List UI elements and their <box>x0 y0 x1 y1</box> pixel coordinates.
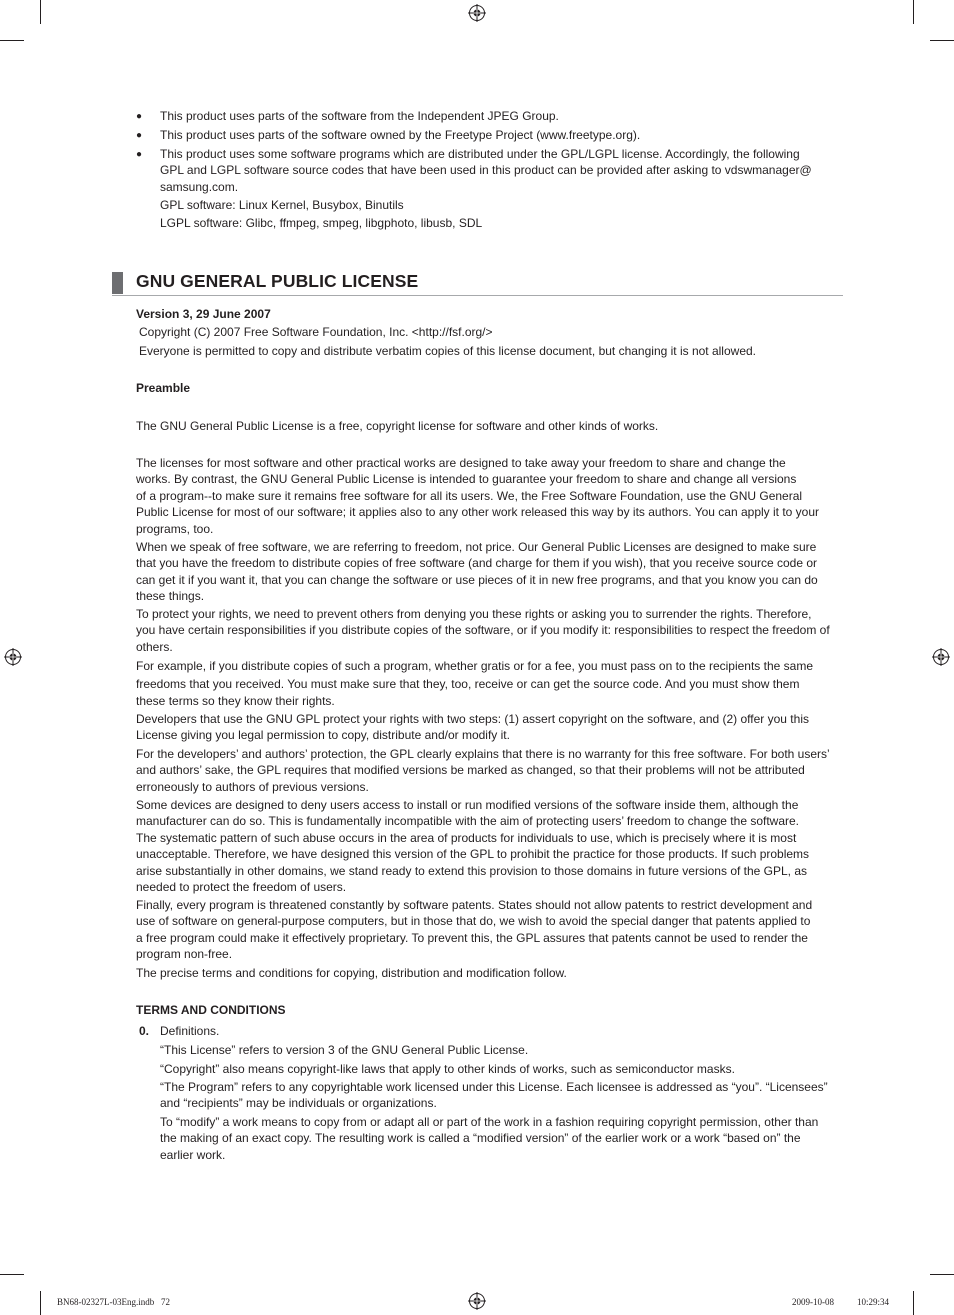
definition-item: “This License” refers to version 3 of the GNU General Public License. <box>160 1043 529 1057</box>
crop-mark <box>930 40 954 41</box>
bullet-icon: ● <box>136 111 143 122</box>
definition-item: To “modify” a work means to copy from or adapt all or part of the work in a fashion requiring copyright permission, other than the making of an exact copy. The resulting work is called a “modified version” of the earlier work or a work “based on” the earlier work. <box>160 1115 819 1162</box>
paragraph: For the developers’ and authors’ protection, the GPL clearly explains that there is no warranty for this free software. For both users’ and authors’ sake, the GPL requires that modified versions be marked as changed, so that their problems will not be attributed erroneously to authors of previous versions. <box>136 747 830 794</box>
bullet-item <box>160 127 840 143</box>
paragraph: To protect your rights, we need to prevent others from denying you these rights or asking you to surrender the rights. Therefore, you have certain responsibilities if you distribute copies of the software, or if you modify it: responsibilities to respect the freedom of others. <box>136 607 830 654</box>
section-title: GNU GENERAL PUBLIC LICENSE <box>136 271 419 291</box>
crop-mark <box>40 0 41 24</box>
copyright-line: Copyright (C) 2007 Free Software Foundation, Inc. <http://fsf.org/> <box>139 325 493 339</box>
heading-bar <box>112 272 123 294</box>
registration-mark-icon <box>468 1292 486 1310</box>
crop-mark <box>913 0 914 24</box>
definition-item: “The Program” refers to any copyrightable work licensed under this License. Each licensee is addressed as “you”. “Licensees” and “recipients” may be individuals or organizations. <box>160 1080 828 1111</box>
crop-mark <box>913 1291 914 1315</box>
bullet-text: This product uses parts of the software owned by the Freetype Project (www.freetype.org). <box>160 128 641 142</box>
permission-line: Everyone is permitted to copy and distribute verbatim copies of this license document, but changing it is not allowed. <box>139 344 756 358</box>
paragraph: The precise terms and conditions for copying, distribution and modification follow. <box>136 966 567 980</box>
bullet-text: This product uses some software programs which are distributed under the GPL/LGPL license. Accordingly, the following <box>160 147 800 161</box>
bullet-text: This product uses parts of the software from the Independent JPEG Group. <box>160 109 559 123</box>
registration-mark-icon <box>468 4 486 22</box>
definition-number: 0. <box>139 1024 150 1038</box>
definition-item: “Copyright” also means copyright-like laws that apply to other kinds of works, such as semiconductor masks. <box>160 1062 735 1076</box>
paragraph: Finally, every program is threatened constantly by software patents. States should not allow patents to restrict development and use of software on general-purpose computers, but in those that do, we wish to avoid the special danger that patents applied to a free program could make it effectively proprietary. To prevent this, the GPL assures that patents cannot be used to render the program non-free. <box>136 898 813 962</box>
heading-rule <box>112 295 843 296</box>
paragraph: Some devices are designed to deny users access to install or run modified versions of the software inside them, although the manufacturer can do so. This is fundamentally incompatible with the aim of protecting users’ freedom to change the software. The systematic pattern of such abuse occurs in the area of products for individuals to use, which is precisely where it is most unacceptable. Therefore, we have designed this version of the GPL to prohibit the practice for those products. If such problems arise substantially in other domains, we stand ready to extend this provision to those domains in future versions of the GPL, as needed to protect the freedom of users. <box>136 798 810 894</box>
crop-mark <box>0 40 24 41</box>
preamble-heading: Preamble <box>136 381 191 395</box>
lgpl-software-line: LGPL software: Glibc, ffmpeg, smpeg, libgphoto, libusb, SDL <box>160 216 483 230</box>
footer-timestamp: 2009-10-08 ￿￿ 10:29:34 <box>792 1297 889 1307</box>
registration-mark-icon <box>932 648 950 666</box>
version-line: Version 3, 29 June 2007 <box>136 307 271 321</box>
registration-mark-icon <box>4 648 22 666</box>
paragraph: Developers that use the GNU GPL protect your rights with two steps: (1) assert copyright on the software, and (2) offer you this License giving you legal permission to copy, distribute and/or modify it. <box>136 712 809 743</box>
crop-mark <box>40 1291 41 1315</box>
preamble-intro: The GNU General Public License is a free, copyright license for software and other kinds of works. <box>136 419 659 433</box>
bullet-item <box>160 108 840 124</box>
bullet-icon: ● <box>136 149 143 160</box>
paragraph: When we speak of free software, we are referring to freedom, not price. Our General Public Licenses are designed to make sure that you have the freedom to distribute copies of free software (and charge for them if you wish), that you receive source code or can get it if you want it, that you can change the software or use pieces of it in new free programs, and that you know you can do these things. <box>136 540 818 604</box>
crop-mark <box>930 1274 954 1275</box>
crop-mark <box>0 1274 24 1275</box>
bullet-item <box>160 146 840 195</box>
bullet-icon: ● <box>136 130 143 141</box>
bullet-text: GPL and LGPL software source codes that have been used in this product can be provided after asking to vdswmanager@ <box>160 163 812 178</box>
terms-heading: TERMS AND CONDITIONS <box>136 1003 286 1017</box>
paragraph: The licenses for most software and other practical works are designed to take away your freedom to share and change the works. By contrast, the GNU General Public License is intended to guarantee your freedom to share and change all versions of a program--to make sure it remains free software for all its users. We, the Free Software Foundation, use the GNU General Public License for most of our software; it applies also to any other work released this way by its authors. You can apply it to your programs, too. <box>136 456 820 536</box>
gpl-software-line: GPL software: Linux Kernel, Busybox, Binutils <box>160 198 404 212</box>
definition-title: Definitions. <box>160 1024 220 1038</box>
paragraph: For example, if you distribute copies of such a program, whether gratis or for a fee, you must pass on to the recipients the same freedoms that you received. You must make sure that they, too, receive or can get the source code. And you must show them these terms so they know their rights. <box>136 659 813 708</box>
footer-file-info: BN68-02327L-03Eng.indb 72 <box>57 1297 170 1307</box>
bullet-text: samsung.com. <box>160 179 239 194</box>
